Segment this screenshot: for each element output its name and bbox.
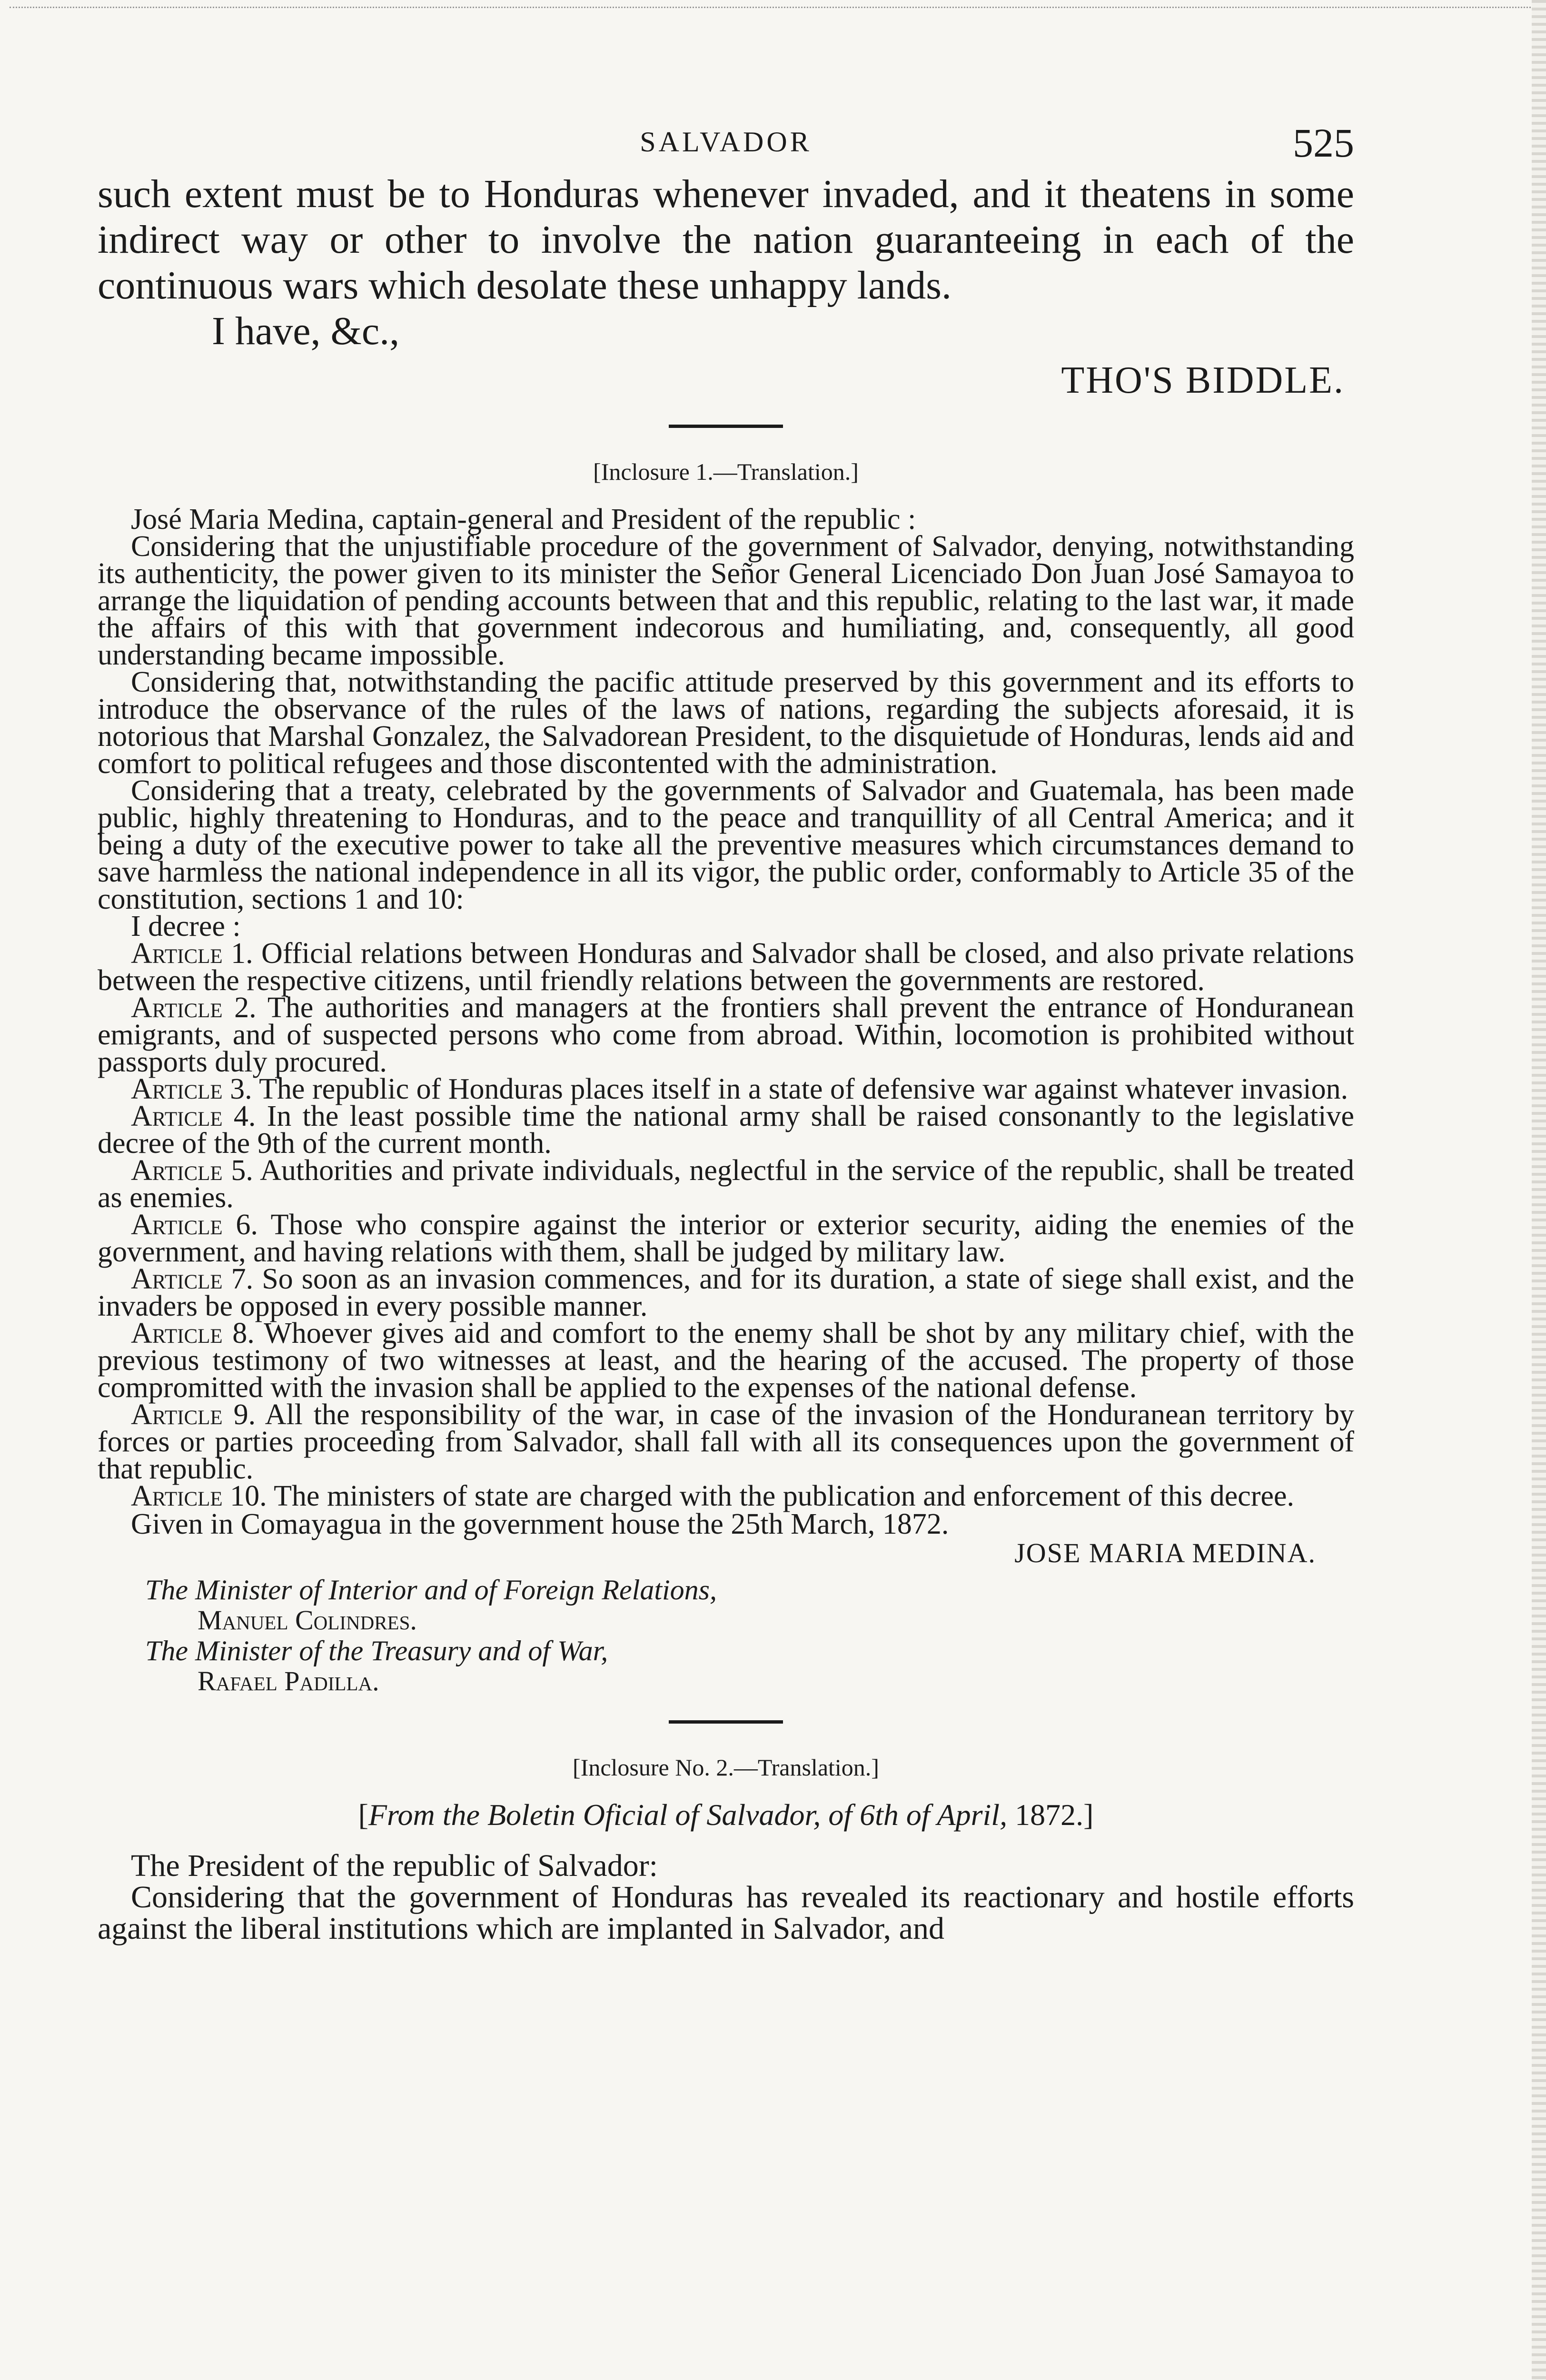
- document-page: [98, 119, 1354, 1944]
- article-label: Article 8.: [131, 1317, 255, 1349]
- letter-paragraph: such extent must be to Honduras whenever invaded, and it theatens in some indirect way or other to involve the nation guaranteeing in each of the continuous wars which desolate these unhappy lands.: [98, 172, 1354, 307]
- article-text: The authorities and managers at the frontiers shall prevent the entrance of Honduranean emigrants, and of suspected persons who come from abroad. Within, locomotion is prohibited without passports duly procured.: [98, 992, 1354, 1078]
- section-divider: [669, 1720, 783, 1724]
- article-text: All the responsibility of the war, in case of the invasion of the Honduranean territory by forces or parties proceeding from Salvador, shall fall with all its consequences upon the government of that republic.: [98, 1398, 1355, 1485]
- article-text: Those who conspire against the interior or exterior security, aiding the enemies of the government, and having relations with them, shall be judged by military law.: [98, 1209, 1354, 1268]
- decree-statement: I decree :: [131, 910, 241, 942]
- article-paragraph: [98, 1480, 1354, 1512]
- inclosure2-body: [98, 1850, 1354, 1944]
- article-paragraph: [98, 1398, 1355, 1485]
- minister-name: Manuel Colindres.: [198, 1605, 417, 1636]
- source-citation: [From the Boletin Oficial of Salvador, of 6th of April, 1872.]: [358, 1798, 1094, 1832]
- article-label: Article 7.: [131, 1263, 254, 1295]
- article-paragraph: [98, 1100, 1354, 1160]
- page-number: 525: [1293, 120, 1354, 166]
- article-label: Article 10.: [131, 1480, 267, 1512]
- considering-paragraph: Considering that, notwithstanding the pacific attitude preserved by this government and its efforts to introduce the observance of the rules of the laws of nations, regarding the subjects aforesaid, it is notorious that Marshal Gonzalez, the Salvadorean President, to the disquietude of Honduras, lends aid and comfort to political refugees and those discontented with the administration.: [98, 666, 1354, 780]
- article-text: The ministers of state are charged with the publication and enforcement of this decree.: [274, 1480, 1294, 1512]
- minister-title: The Minister of the Treasury and of War,: [145, 1635, 608, 1666]
- considering-paragraph: Considering that a treaty, celebrated by the governments of Salvador and Guatemala, has been made public, highly threatening to Honduras, and to the peace and tranquillity of all Central America; and it being a duty of the executive power to take all the preventive measures which circumstances demand to save harmless the national independence in all its vigor, the public order, conformably to Article 35 of the constitution, sections 1 and 10:: [98, 774, 1354, 915]
- article-label: Article 6.: [131, 1209, 258, 1241]
- considering-paragraph: Considering that the government of Honduras has revealed its reactionary and hostile efforts against the liberal institutions which are implanted in Salvador, and: [98, 1880, 1354, 1946]
- letter-signature: THO'S BIDDLE.: [1061, 359, 1345, 401]
- article-paragraph: [98, 1154, 1355, 1214]
- page-edge: [1532, 0, 1546, 2380]
- letter-closing: I have, &c.,: [212, 309, 400, 353]
- article-text: Authorities and private individuals, neglectful in the service of the republic, shall be treated as enemies.: [98, 1154, 1355, 1214]
- section-divider: [669, 425, 783, 428]
- inclosure2-heading: [Inclosure No. 2.—Translation.]: [573, 1754, 879, 1781]
- article-text: Official relations between Honduras and Salvador shall be closed, and also private relations between the respective citizens, until friendly relations between the governments are restored.: [98, 937, 1355, 997]
- article-paragraph: [98, 1317, 1354, 1404]
- inclosure1-heading: [Inclosure 1.—Translation.]: [593, 458, 859, 485]
- inclosure1-body: [98, 503, 1355, 1512]
- decree-given-line: Given in Comayagua in the government house the 25th March, 1872.: [131, 1508, 949, 1540]
- decree-intro: José Maria Medina, captain-general and President of the republic :: [131, 503, 916, 536]
- article-paragraph: [98, 1211, 1354, 1266]
- decree-intro: The President of the republic of Salvador:: [131, 1848, 658, 1883]
- page-header: [98, 119, 1354, 171]
- article-label: Article 9.: [131, 1398, 256, 1431]
- letter-conclusion: [98, 171, 1354, 407]
- article-paragraph: [98, 994, 1354, 1076]
- article-paragraph: [98, 937, 1355, 997]
- minister-title: The Minister of Interior and of Foreign Relations,: [145, 1574, 717, 1606]
- article-paragraph: [98, 1263, 1355, 1322]
- article-paragraph: [98, 1073, 1354, 1105]
- article-label: Article 1.: [131, 937, 253, 970]
- decree-signature: JOSE MARIA MEDINA.: [1014, 1537, 1316, 1568]
- article-label: Article 4.: [131, 1100, 256, 1132]
- article-label: Article 3.: [131, 1073, 252, 1105]
- article-label: Article 2.: [131, 992, 257, 1024]
- article-text: Whoever gives aid and comfort to the enemy shall be shot by any military chief, with the previous testimony of two witnesses at least, and the hearing of the accused. The property of those compromitted with the invasion shall be applied to the expenses of the national defense.: [98, 1317, 1354, 1404]
- considering-paragraph: Considering that the unjustifiable procedure of the government of Salvador, denying, notwithstanding its authenticity, the power given to its minister the Señor General Licenciado Don Juan José Samayoa to arrange the liquidation of pending accounts between that and this republic, relating to the last war, it made the affairs of this with that government indecorous and humiliating, and, consequently, all good understanding became impossible.: [98, 530, 1354, 671]
- top-border: [10, 7, 1536, 8]
- article-text: In the least possible time the national army shall be raised consonantly to the legislative decree of the 9th of the current month.: [98, 1100, 1354, 1160]
- minister-name: Rafael Padilla.: [198, 1666, 379, 1696]
- article-text: The republic of Honduras places itself in a state of defensive war against whatever invasion.: [259, 1073, 1348, 1105]
- source-name: From the Boletin Oficial of Salvador, of 6th of April,: [368, 1798, 1008, 1832]
- article-text: So soon as an invasion commences, and for its duration, a state of siege shall exist, and the invaders be opposed in every possible manner.: [98, 1263, 1355, 1322]
- running-title: SALVADOR: [640, 126, 812, 158]
- article-label: Article 5.: [131, 1154, 253, 1187]
